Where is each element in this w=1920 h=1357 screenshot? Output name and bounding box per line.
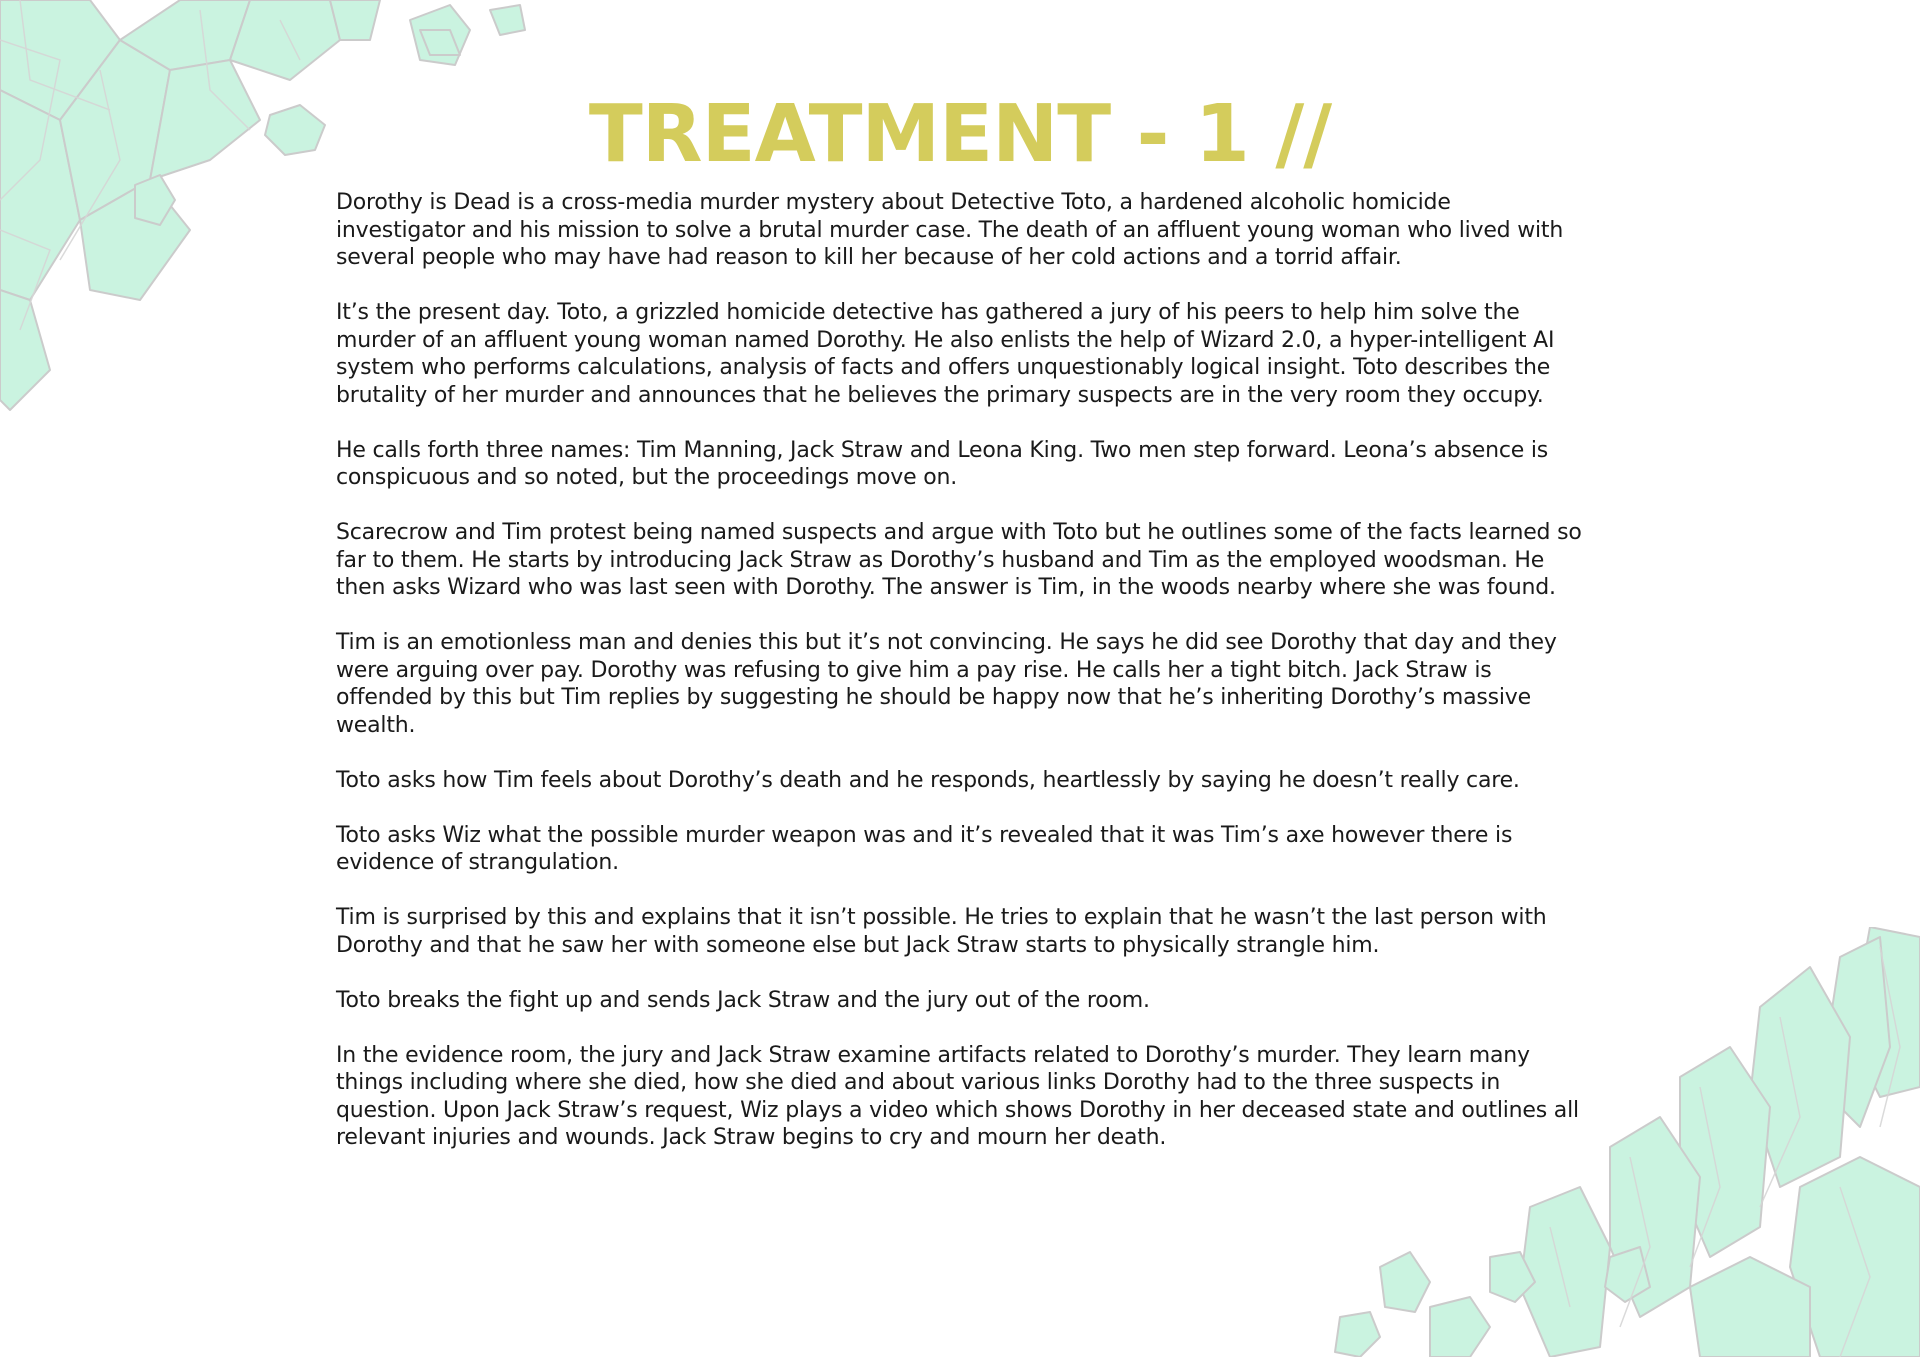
treatment-paragraph: Toto asks how Tim feels about Dorothy’s death and he responds, heartlessly by saying he doesn’t really care. bbox=[336, 767, 1520, 793]
treatment-body bbox=[336, 189, 1586, 1179]
treatment-paragraph: In the evidence room, the jury and Jack Straw examine artifacts related to Dorothy’s murder. They learn many things including where she died, how she died and about various links Dorothy had to the three suspects in question. Upon Jack Straw’s request, Wiz plays a video which shows Dorothy in her deceased state and outlines all relevant injuries and wounds. Jack Straw begins to cry and mourn her death. bbox=[336, 1042, 1579, 1150]
treatment-paragraph: Dorothy is Dead is a cross-media murder mystery about Detective Toto, a hardened alcoholic homicide investigator and his mission to solve a brutal murder case. The death of an affluent young woman who lived with several people who may have had reason to kill her because of her cold actions and a torrid affair. bbox=[336, 190, 1564, 270]
treatment-paragraph: Tim is an emotionless man and denies this but it’s not convincing. He says he did see Dorothy that day and they were arguing over pay. Dorothy was refusing to give him a pay rise. He calls her a tight bitch. Jack Straw is offended by this but Tim replies by suggesting he should be happy now that he’s inheriting Dorothy’s massive wealth. bbox=[336, 630, 1557, 738]
treatment-paragraph: It’s the present day. Toto, a grizzled homicide detective has gathered a jury of his peers to help him solve the murder of an affluent young woman named Dorothy. He also enlists the help of Wizard 2.0, a hyper-intelligent AI system who performs calculations, analysis of facts and offers unquestionably logical insight. Toto describes the brutality of her murder and announces that he believes the primary suspects are in the very room they occupy. bbox=[336, 300, 1555, 408]
page-title: TREATMENT - 1 // bbox=[588, 87, 1332, 180]
treatment-paragraph: Scarecrow and Tim protest being named suspects and argue with Toto but he outlines some of the facts learned so far to them. He starts by introducing Jack Straw as Dorothy’s husband and Tim as the employed woodsman. He then asks Wizard who was last seen with Dorothy. The answer is Tim, in the woods nearby where she was found. bbox=[336, 520, 1582, 600]
treatment-paragraph: Toto breaks the fight up and sends Jack Straw and the jury out of the room. bbox=[336, 987, 1150, 1013]
treatment-paragraph: Toto asks Wiz what the possible murder weapon was and it’s revealed that it was Tim’s axe however there is evidence of strangulation. bbox=[336, 822, 1513, 875]
treatment-paragraph: Tim is surprised by this and explains that it isn’t possible. He tries to explain that he wasn’t the last person with Dorothy and that he saw her with someone else but Jack Straw starts to physically strangle him. bbox=[336, 905, 1547, 958]
treatment-paragraph: He calls forth three names: Tim Manning, Jack Straw and Leona King. Two men step forward. Leona’s absence is conspicuous and so noted, but the proceedings move on. bbox=[336, 437, 1549, 490]
